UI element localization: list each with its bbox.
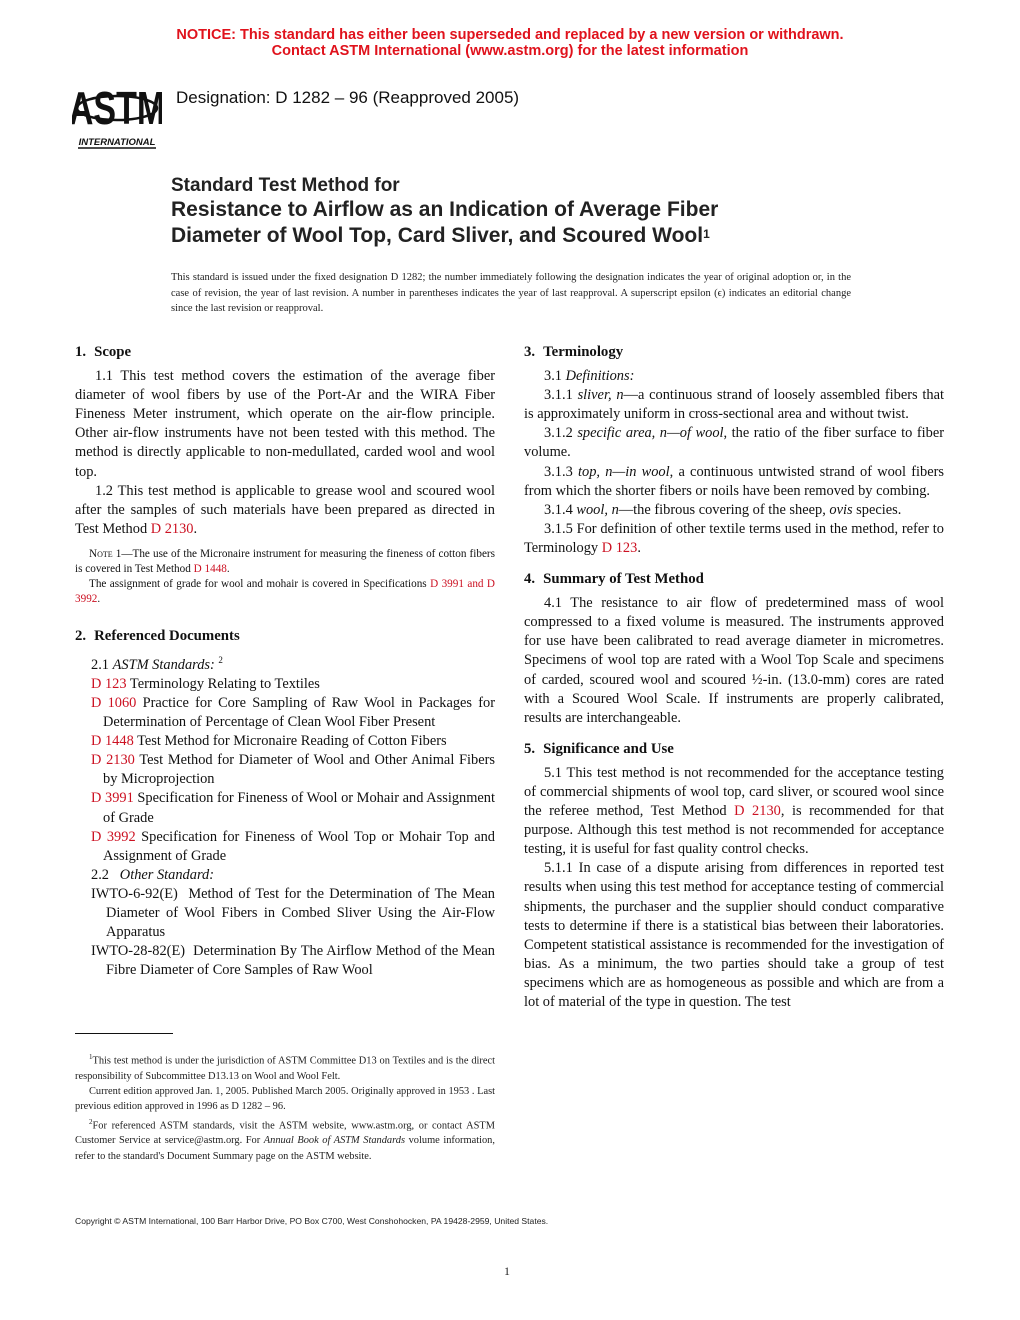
note-1-para-2	[75, 577, 495, 607]
definition-wool	[524, 501, 944, 520]
text: .	[97, 592, 101, 605]
text: 5.1 This test method is not recommended for the acceptance testing of commercial shipments of wool top, card sliver, or scoured wool since the referee method, Test Method	[524, 764, 944, 820]
footnotes	[75, 1033, 495, 1164]
def-text: —a continuous strand of loosely assembled fibers that is approximately uniform in cross-sectional area and without twist.	[524, 387, 944, 423]
left-column	[75, 343, 495, 980]
footnote-1	[75, 1050, 495, 1084]
summary-para-4-1: 4.1 The resistance to air flow of predetermined mass of wool compressed to a fixed volume is measured. The instruments approved for use have been calibrated to read average diameter in micrometres. Specimens of wool top are rated with a Wool Top Scale and specimens of carded, scoured wool and scoured ½-in. (13.0-mm) cores are rated with a Scoured Wool Scale. If instruments are properly calibrated, results are interchangeable.	[524, 595, 944, 726]
ref-title: Specification for Fineness of Wool Top or Mohair Top and Assignment of Grade	[103, 828, 495, 864]
ref-link-d2130[interactable]: D 2130	[734, 803, 781, 820]
section-title: Terminology	[543, 344, 624, 360]
def-text: species.	[852, 501, 902, 518]
definition-top	[524, 463, 944, 501]
section-number: 3.	[524, 344, 536, 360]
significance-para-5-1	[524, 764, 944, 859]
ref-link-d1448[interactable]: D 1448	[193, 562, 227, 575]
footnote-marker[interactable]: 2	[218, 655, 223, 666]
section-heading-terminology	[524, 343, 944, 362]
title-line-2: Resistance to Airflow as an Indication of Average Fiber	[171, 198, 719, 221]
def-italic: ovis	[829, 501, 853, 518]
def-term: specific area, n—of wool	[577, 425, 724, 442]
right-column	[524, 343, 944, 1012]
section-heading-referenced-documents	[75, 627, 495, 646]
footnote-text: This test method is under the jurisdiction of ASTM Committee D13 on Textiles and is the direct responsibility of Subcommittee D13.13 on Wool and Wool Felt.	[75, 1055, 495, 1082]
ref-link[interactable]: D 1060	[91, 695, 137, 712]
significance-para-5-1-1: 5.1.1 In case of a dispute arising from differences in reported test results when using this test method for acceptance testing of commercial shipments, the purchaser and the supplier should conduct comparative tests to determine if there is a statistical bias between their laboratories. Competent statistical assistance is recommended for the investigation of bias. As a minimum, the two parties should take a group of test specimens which are as homogeneous as possible and which are from a lot of material of the type in question. The test	[524, 860, 944, 1010]
other-reference-item	[75, 942, 495, 980]
ref-link-d3991-d3992[interactable]: D 3991 and D 3992	[75, 577, 496, 605]
section-number: 5.	[524, 740, 536, 757]
footnote-divider	[75, 1033, 173, 1034]
astm-logo-icon	[72, 78, 162, 150]
reference-item	[75, 828, 495, 866]
ref-title: Determination By The Airflow Method of the Mean Fibre Diameter of Core Samples of Raw Wool	[106, 943, 495, 979]
notice-line-1: NOTICE: This standard has either been superseded and replaced by a new version or withdrawn.	[176, 27, 844, 43]
footnote-italic: Annual Book of ASTM Standards	[263, 1135, 406, 1147]
scope-para-1-1: 1.1 This test method covers the estimation of the average fiber diameter of wool fibers by use of the Port-Ar and the WIRA Fiber Fineness Meter instrument, which operate on the air-flow principle. Other air-flow instruments have not been tested with this method. The method is directly applicable to non-medullated, carded wool and wool top.	[75, 368, 495, 480]
sub-number: 2.2	[91, 866, 109, 883]
def-number: 3.1.2	[544, 425, 573, 442]
withdrawal-notice	[0, 27, 1020, 59]
svg-text:ASTM: ASTM	[72, 81, 162, 135]
definitions-subheading	[524, 367, 944, 386]
section-title: Summary of Test Method	[543, 571, 704, 588]
ref-title: Terminology Relating to Textiles	[129, 675, 320, 692]
ref-title: Practice for Core Sampling of Raw Wool in Packages for Determination of Percentage of Clean Wool Fiber Present	[103, 695, 495, 731]
def-number: 3.1.1	[544, 387, 573, 404]
title-line-1: Standard Test Method for	[171, 175, 400, 196]
section-heading-significance	[524, 740, 944, 759]
text: .	[226, 562, 230, 575]
title-line-3	[171, 223, 718, 249]
footnote-text: For referenced ASTM standards, visit the ASTM website, www.astm.org, or contact ASTM Customer Service at service@astm.org. For	[75, 1120, 495, 1147]
section-heading-summary	[524, 570, 944, 589]
astm-standards-subheading	[75, 651, 495, 675]
footnote-text: volume information, refer to the standard's Document Summary page on the ASTM website.	[75, 1135, 495, 1162]
issued-statement: This standard is issued under the fixed designation D 1282; the number immediately following the designation indicates the year of original adoption or, in the case of revision, the year of last revision. A number in parentheses indicates the year of last reapproval. A superscript epsilon (ϵ) indicates an editorial change since the last revision or reapproval.	[171, 272, 851, 314]
notice-line-2: Contact ASTM International (www.astm.org) for the latest information	[271, 43, 749, 59]
definition-specific-area	[524, 424, 944, 462]
reference-item	[75, 732, 495, 751]
text: 3.1.5 For definition of other textile terms used in the method, refer to Terminology	[524, 520, 944, 556]
reference-item	[75, 675, 495, 694]
section-title: Significance and Use	[543, 740, 674, 757]
text: , is recommended for that purpose. Although this test method is not recommended for acceptance testing, it is useful for fast quality control checks.	[524, 803, 944, 858]
section-number: 2.	[75, 627, 87, 644]
def-text: , the ratio of the fiber surface to fiber volume.	[524, 425, 945, 461]
title-line-3-text: Diameter of Wool Top, Card Sliver, and Scoured Wool	[171, 224, 704, 247]
note-1	[75, 547, 495, 607]
def-term: top, n—in wool	[578, 463, 670, 480]
ref-title: Method of Test for the Determination of The Mean Diameter of Wool Fibers in Combed Sliver Using the Air-Flow Apparatus	[106, 885, 495, 941]
ref-link-d123[interactable]: D 123	[601, 539, 638, 556]
section-title: Referenced Documents	[94, 627, 240, 644]
ref-title: Specification for Fineness of Wool or Mohair and Assignment of Grade	[103, 790, 495, 826]
section-heading-scope	[75, 343, 495, 362]
sub-label: Other Standard:	[119, 866, 214, 883]
def-text: —the fibrous covering of the sheep,	[618, 501, 830, 518]
section-number: 4.	[524, 571, 536, 588]
ref-title: Test Method for Micronaire Reading of Cotton Fibers	[137, 733, 447, 750]
def-term: sliver, n	[577, 387, 624, 404]
ref-link[interactable]: D 3992	[91, 828, 136, 845]
def-number: 3.1.3	[544, 463, 573, 480]
reference-item	[75, 694, 495, 732]
footnote-2	[75, 1115, 495, 1164]
text: The assignment of grade for wool and mohair is covered in Specifications	[89, 577, 431, 590]
reference-item	[75, 789, 495, 827]
ref-id: IWTO-28-82(E)	[91, 943, 186, 960]
svg-text:INTERNATIONAL: INTERNATIONAL	[78, 137, 156, 148]
footnote-marker: 2	[89, 1117, 93, 1126]
reference-item	[75, 751, 495, 789]
def-number: 3.1.4	[544, 501, 573, 518]
sub-number: 2.1	[91, 656, 109, 673]
ref-link[interactable]: D 123	[91, 675, 127, 692]
other-reference-item	[75, 885, 495, 942]
sub-label: ASTM Standards:	[112, 656, 215, 673]
section-title: Scope	[94, 344, 132, 360]
document-title	[171, 175, 718, 249]
astm-logo	[72, 78, 162, 150]
section-number: 1.	[75, 344, 87, 360]
other-standard-subheading	[75, 866, 495, 885]
note-label: Note 1	[89, 547, 122, 560]
sub-label: Definitions:	[565, 368, 635, 385]
ref-id: IWTO-6-92(E)	[91, 885, 178, 902]
text: 1.2 This test method is applicable to grease wool and scoured wool after the samples of such materials have been prepared as directed in Test Method	[75, 482, 495, 537]
ref-title: Test Method for Diameter of Wool and Other Animal Fibers by Microprojection	[103, 752, 495, 788]
designation: Designation: D 1282 – 96 (Reapproved 2005)	[176, 88, 520, 107]
def-text: , a continuous untwisted strand of wool fibers from which the shorter fibers or noils have been removed by combing.	[524, 463, 944, 499]
text: .	[193, 520, 198, 537]
note-1-para	[75, 547, 495, 577]
def-term: wool, n	[576, 501, 619, 518]
text: —The use of the Micronaire instrument for measuring the fineness of cotton fibers is covered in Test Method	[75, 547, 495, 575]
definition-other-terms	[524, 520, 944, 558]
ref-link-d2130[interactable]: D 2130	[150, 520, 194, 537]
page-number: 1	[504, 1264, 510, 1278]
copyright-footer: Copyright © ASTM International, 100 Barr Harbor Drive, PO Box C700, West Conshohocken, PA 19428-2959, United States.	[75, 1216, 549, 1226]
title-footnote-marker[interactable]: 1	[703, 227, 710, 241]
ref-link[interactable]: D 3991	[91, 790, 134, 807]
footnote-marker: 1	[89, 1053, 93, 1061]
scope-para-1-2	[75, 482, 495, 539]
ref-link[interactable]: D 1448	[91, 733, 134, 750]
definition-sliver	[524, 386, 944, 424]
text: .	[637, 539, 641, 556]
sub-number: 3.1	[544, 368, 562, 385]
footnote-1b: Current edition approved Jan. 1, 2005. Published March 2005. Originally approved in 1953 . Last previous edition approved in 1996 as D 1282 – 96.	[75, 1086, 495, 1113]
ref-link[interactable]: D 2130	[91, 752, 135, 769]
